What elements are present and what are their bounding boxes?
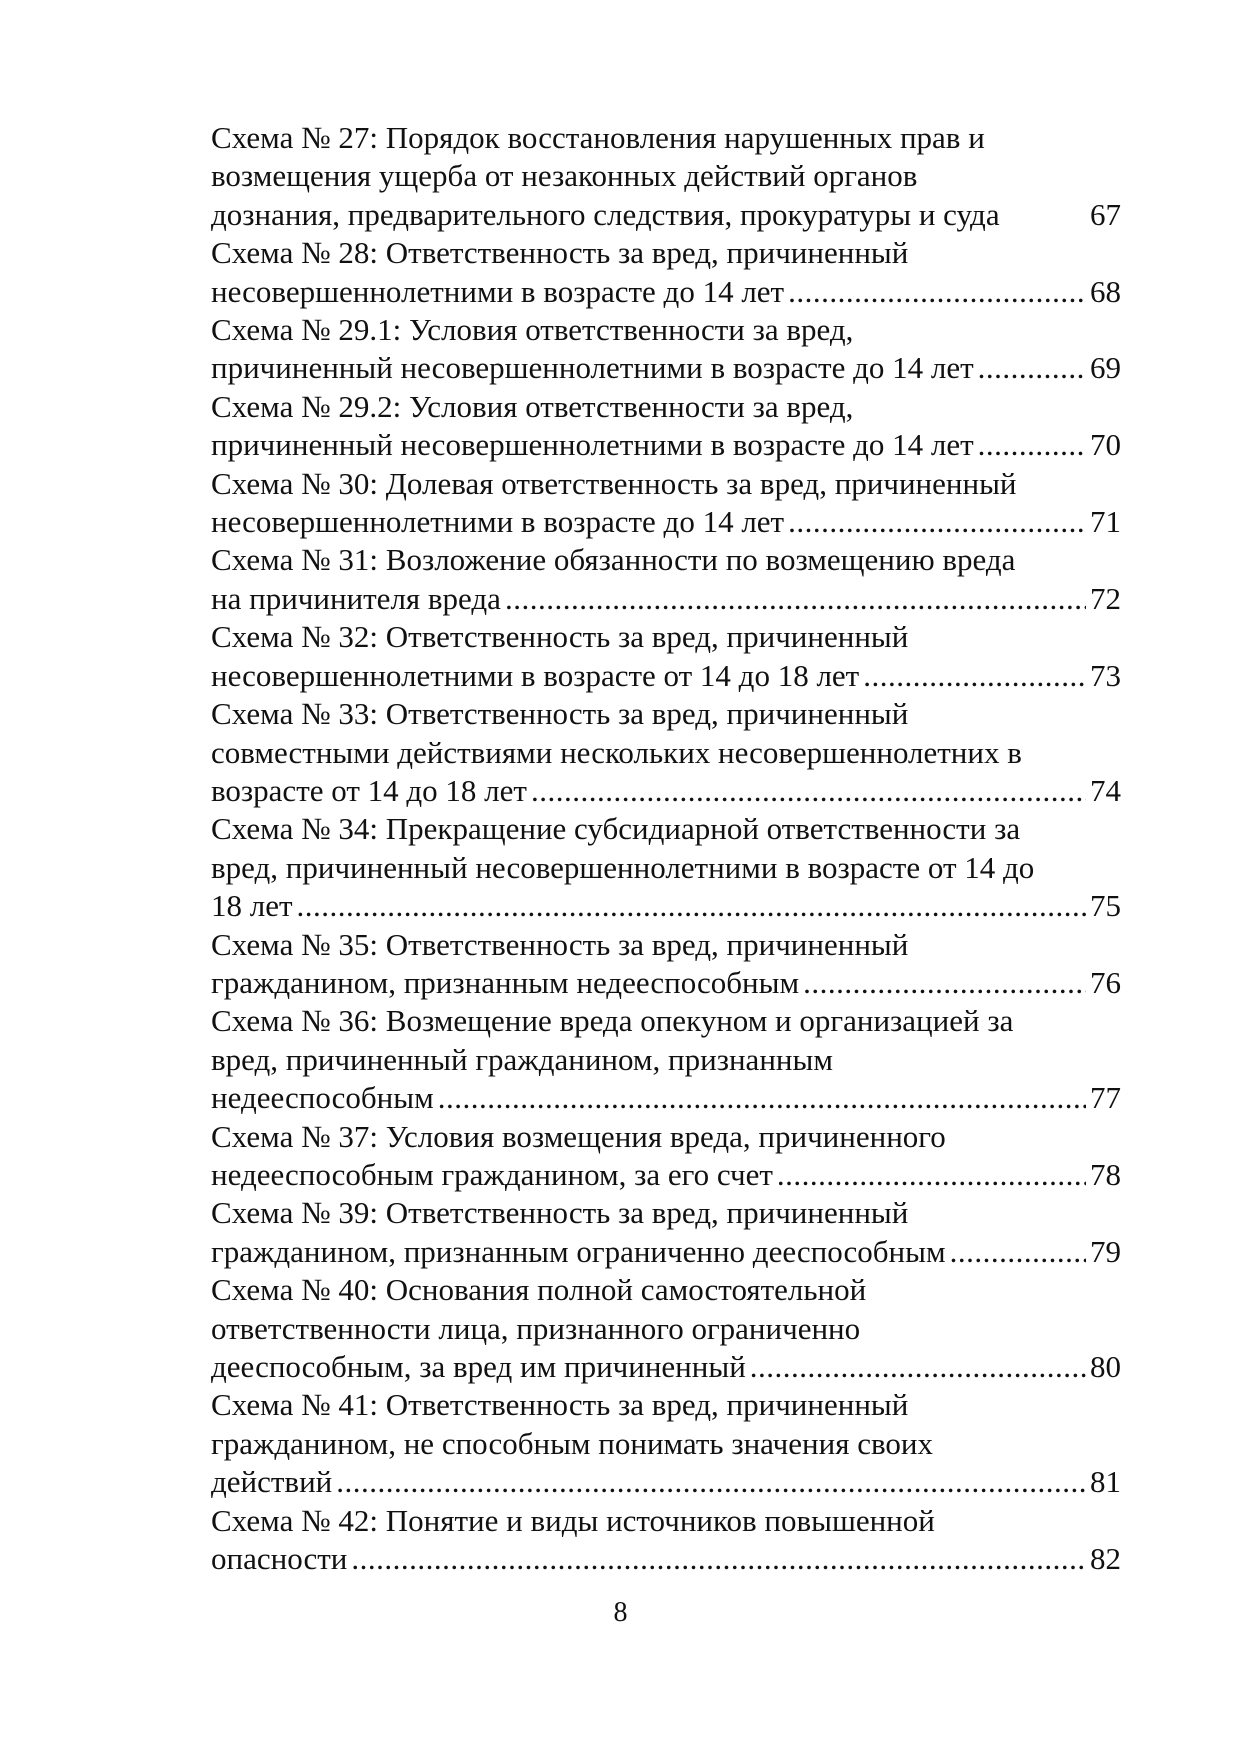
toc-entry-last-line xyxy=(211,657,1121,695)
toc-page-ref: 72 xyxy=(1090,580,1121,616)
dot-leader xyxy=(297,887,1086,925)
toc-entry[interactable] xyxy=(211,1194,1121,1271)
toc-page-ref: 76 xyxy=(1090,964,1121,1000)
toc-page-ref: 77 xyxy=(1090,1080,1121,1116)
toc-entry-line: действий xyxy=(211,1464,333,1500)
toc-entry-line: несовершеннолетними в возрасте до 14 лет xyxy=(211,504,785,540)
toc-entry[interactable] xyxy=(211,1002,1121,1117)
dot-leader xyxy=(777,1156,1086,1194)
dot-leader xyxy=(978,426,1086,464)
toc-entry-line: недееспособным xyxy=(211,1080,434,1116)
toc-entry-line: Схема № 36: Возмещение вреда опекуном и организацией за xyxy=(211,1003,1014,1039)
toc-entry-line: Схема № 42: Понятие и виды источников повышенной xyxy=(211,1502,935,1538)
toc-entry-line: несовершеннолетними в возрасте от 14 до 18 лет xyxy=(211,657,860,693)
toc-entry[interactable] xyxy=(211,926,1121,1003)
toc-entry-line: гражданином, признанным ограниченно дееспособным xyxy=(211,1233,946,1269)
dot-leader xyxy=(351,1540,1086,1578)
toc-entry[interactable] xyxy=(211,541,1121,618)
toc-page-ref: 68 xyxy=(1090,273,1121,309)
toc-entry-last-line xyxy=(211,349,1121,387)
toc-entry-last-line xyxy=(211,580,1121,618)
toc-entry-last-line xyxy=(211,1079,1121,1117)
toc-page-ref: 69 xyxy=(1090,350,1121,386)
toc-entry[interactable] xyxy=(211,1118,1121,1195)
toc-entry-line: опасности xyxy=(211,1541,348,1577)
toc-entry-line: Схема № 34: Прекращение субсидиарной ответственности за xyxy=(211,811,1021,847)
toc-entry-line: Схема № 40: Основания полной самостоятельной xyxy=(211,1272,867,1308)
dot-leader xyxy=(863,657,1086,695)
toc-entry-line: Схема № 33: Ответственность за вред, причиненный xyxy=(211,696,909,732)
dot-leader xyxy=(336,1463,1086,1501)
toc-page-ref: 81 xyxy=(1090,1464,1121,1500)
toc-entry[interactable] xyxy=(211,465,1121,542)
toc-entry-last-line xyxy=(211,426,1121,464)
dot-leader xyxy=(788,503,1086,541)
toc-entry-line: совместными действиями нескольких несовершеннолетних в xyxy=(211,734,1022,770)
toc-page-ref: 67 xyxy=(1090,196,1121,232)
dot-leader xyxy=(788,273,1086,311)
toc-entry-line: возмещения ущерба от незаконных действий органов xyxy=(211,158,918,194)
table-of-contents xyxy=(211,119,1121,1578)
toc-entry-last-line xyxy=(211,503,1121,541)
toc-entry-line: ответственности лица, признанного ограниченно xyxy=(211,1310,861,1346)
dot-leader xyxy=(531,772,1086,810)
toc-entry-last-line xyxy=(211,273,1121,311)
toc-entry-line: Схема № 35: Ответственность за вред, причиненный xyxy=(211,926,909,962)
toc-entry-line: несовершеннолетними в возрасте до 14 лет xyxy=(211,273,785,309)
toc-entry-last-line xyxy=(211,1540,1121,1578)
toc-entry-line: гражданином, признанным недееспособным xyxy=(211,964,800,1000)
toc-entry[interactable] xyxy=(211,1502,1121,1579)
toc-page-ref: 70 xyxy=(1090,427,1121,463)
toc-entry-last-line xyxy=(211,1463,1121,1501)
toc-entry[interactable] xyxy=(211,1271,1121,1386)
toc-entry[interactable] xyxy=(211,388,1121,465)
dot-leader xyxy=(750,1348,1086,1386)
toc-entry-line: причиненный несовершеннолетними в возрасте до 14 лет xyxy=(211,427,974,463)
dot-leader xyxy=(950,1233,1086,1271)
toc-entry[interactable] xyxy=(211,1386,1121,1501)
toc-page-ref: 80 xyxy=(1090,1349,1121,1384)
toc-entry-line: дознания, предварительного следствия, прокуратуры и суда xyxy=(211,196,1000,232)
dot-leader xyxy=(978,349,1086,387)
toc-entry-line: Схема № 39: Ответственность за вред, причиненный xyxy=(211,1195,909,1231)
toc-entry[interactable] xyxy=(211,695,1121,810)
dot-leader xyxy=(803,964,1086,1002)
toc-entry-line: причиненный несовершеннолетними в возрасте до 14 лет xyxy=(211,350,974,386)
page-number: 8 xyxy=(613,1597,628,1628)
toc-page-ref: 73 xyxy=(1090,657,1121,693)
toc-entry-line: Схема № 29.1: Условия ответственности за вред, xyxy=(211,312,854,348)
toc-page-ref: 82 xyxy=(1090,1541,1121,1577)
toc-entry-line: Схема № 32: Ответственность за вред, причиненный xyxy=(211,619,909,655)
toc-entry-line: Схема № 30: Долевая ответственность за вред, причиненный xyxy=(211,465,1017,501)
toc-entry[interactable] xyxy=(211,311,1121,388)
toc-entry-line: 18 лет xyxy=(211,888,293,924)
toc-entry[interactable] xyxy=(211,234,1121,311)
toc-entry[interactable] xyxy=(211,119,1121,234)
toc-entry-last-line xyxy=(211,1156,1121,1194)
toc-entry-line: дееспособным, за вред им причиненный xyxy=(211,1349,746,1384)
dot-leader xyxy=(438,1079,1086,1117)
toc-entry-line: на причинителя вреда xyxy=(211,580,501,616)
toc-page-ref: 71 xyxy=(1090,504,1121,540)
toc-entry-last-line xyxy=(211,1233,1121,1271)
dot-leader xyxy=(505,580,1086,618)
toc-entry-line: Схема № 27: Порядок восстановления нарушенных прав и xyxy=(211,120,985,155)
toc-entry-line: гражданином, не способным понимать значения своих xyxy=(211,1425,933,1461)
toc-entry-line: Схема № 29.2: Условия ответственности за вред, xyxy=(211,388,854,424)
toc-entry-line: Схема № 37: Условия возмещения вреда, причиненного xyxy=(211,1118,946,1154)
toc-page-ref: 75 xyxy=(1090,888,1121,924)
toc-entry-line: вред, причиненный несовершеннолетними в возрасте от 14 до xyxy=(211,849,1035,885)
toc-page-ref: 78 xyxy=(1090,1156,1121,1192)
toc-entry-line: вред, причиненный гражданином, признанным xyxy=(211,1041,833,1077)
toc-entry-last-line xyxy=(211,772,1121,810)
toc-entry-last-line xyxy=(211,196,1121,234)
toc-entry-line: возрасте от 14 до 18 лет xyxy=(211,772,527,808)
toc-entry-line: недееспособным гражданином, за его счет xyxy=(211,1156,773,1192)
toc-page-ref: 79 xyxy=(1090,1233,1121,1269)
toc-entry-line: Схема № 31: Возложение обязанности по возмещению вреда xyxy=(211,542,1016,578)
toc-entry-line: Схема № 41: Ответственность за вред, причиненный xyxy=(211,1387,909,1423)
toc-entry[interactable] xyxy=(211,810,1121,925)
toc-entry-last-line xyxy=(211,964,1121,1002)
toc-entry-last-line xyxy=(211,887,1121,925)
toc-entry[interactable] xyxy=(211,618,1121,695)
toc-entry-last-line xyxy=(211,1348,1121,1386)
toc-page-ref: 74 xyxy=(1090,772,1121,808)
toc-entry-line: Схема № 28: Ответственность за вред, причиненный xyxy=(211,235,909,271)
